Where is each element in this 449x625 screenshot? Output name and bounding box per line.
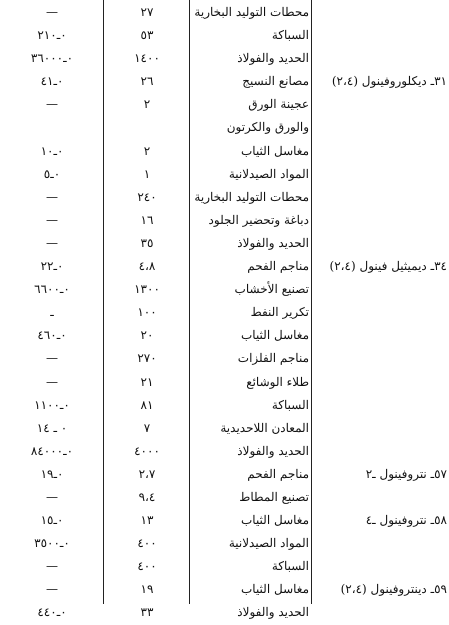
compound-cell <box>313 186 449 209</box>
table-row <box>0 278 449 301</box>
range-cell: — <box>46 189 58 204</box>
industry-cell: طلاء الوشائع <box>246 374 309 389</box>
compound-cell <box>313 24 449 47</box>
range-cell: ٠ـ٤٦٠ <box>37 328 67 343</box>
industry-cell: المعادن اللاحديدية <box>220 420 309 435</box>
industry-cell: السباكة <box>271 28 309 43</box>
value-cell: ١٩ <box>140 582 154 597</box>
value-cell: ٣٣ <box>140 605 154 620</box>
value-cell <box>106 116 188 139</box>
table-row <box>0 371 449 394</box>
table-row <box>0 209 449 232</box>
compound-cell <box>313 347 449 370</box>
table-row <box>0 555 449 578</box>
table-row <box>0 347 449 370</box>
value-cell: ٢٦ <box>140 74 154 89</box>
industry-cell: السباكة <box>271 397 309 412</box>
table-row <box>0 509 449 532</box>
compound-cell <box>313 209 449 232</box>
table-row <box>0 394 449 417</box>
industry-cell: تصنيع المطاط <box>239 489 309 504</box>
industry-cell: الحديد والفولاذ <box>237 605 309 620</box>
industry-cell: محطات التوليد البخارية <box>194 189 309 204</box>
range-cell: ٠ـ٢٢ <box>40 259 64 274</box>
range-cell: ٠ـ١٥ <box>40 513 64 528</box>
industry-cell: مغاسل الثياب <box>240 143 309 158</box>
compound-cell <box>313 371 449 394</box>
compound-cell <box>313 163 449 186</box>
value-cell: ٢ <box>143 97 151 112</box>
range-cell: — <box>46 5 58 19</box>
compound-cell <box>313 116 449 139</box>
range-cell: ٠ـ٨٤٠٠٠ <box>30 443 74 458</box>
compound-cell <box>313 555 449 578</box>
compound-cell <box>313 232 449 255</box>
value-cell: ٨١ <box>140 397 154 412</box>
compound-cell <box>313 278 449 301</box>
table-row <box>0 486 449 509</box>
industry-cell: مناجم الفحم <box>247 466 309 481</box>
industry-cell: محطات التوليد البخارية <box>194 5 309 19</box>
value-cell: ٤٠٠ <box>137 559 157 574</box>
industry-cell: مغاسل الثياب <box>240 328 309 343</box>
compound-cell <box>313 324 449 347</box>
range-cell: ـ <box>50 305 54 320</box>
value-cell: ١٦ <box>140 212 154 227</box>
data-table <box>0 1 449 625</box>
industry-cell: مغاسل الثياب <box>240 513 309 528</box>
range-cell: ٠ـ٦٦٠٠ <box>34 282 70 297</box>
table-row <box>0 417 449 440</box>
value-cell: ١٣٠٠ <box>134 282 160 297</box>
value-cell: ٩،٤ <box>138 489 156 504</box>
compound-cell <box>313 93 449 116</box>
industry-cell: الحديد والفولاذ <box>237 235 309 250</box>
table-row <box>0 70 449 93</box>
value-cell: ١٣ <box>140 513 154 528</box>
range-cell: ٠ـ٤٤٠ <box>37 605 67 620</box>
compound-cell <box>313 47 449 70</box>
table-row <box>0 116 449 139</box>
table-row <box>0 140 449 163</box>
compound-cell <box>313 301 449 324</box>
table-row <box>0 93 449 116</box>
range-cell: ٠ـ٢١٠ <box>37 28 67 43</box>
range-cell: — <box>46 582 58 597</box>
compound-cell: ٣١ـ ديكلوروفينول (٢،٤) <box>331 74 447 89</box>
industry-cell: مناجم الفحم <box>247 259 309 274</box>
compound-cell <box>313 486 449 509</box>
range-cell: — <box>46 489 58 504</box>
range-cell <box>4 116 100 139</box>
compound-cell <box>313 140 449 163</box>
industry-cell: تكرير النفط <box>250 305 309 320</box>
industry-cell: السباكة <box>271 559 309 574</box>
value-cell: ٥٣ <box>140 28 154 43</box>
range-cell: — <box>46 235 58 250</box>
value-cell: ٢٧ <box>140 5 154 19</box>
industry-cell: والورق والكرتون <box>226 120 309 135</box>
industry-cell: مغاسل الثياب <box>240 582 309 597</box>
range-cell: ٠ـ١١٠٠ <box>34 397 70 412</box>
compound-cell: ٥٩ـ دينتروفينول (٢،٤) <box>340 582 447 597</box>
value-cell: ٧ <box>143 420 151 435</box>
range-cell: ٠ـ٣٥٠٠ <box>34 536 70 551</box>
value-cell: ٣٥ <box>140 235 154 250</box>
table-row <box>0 301 449 324</box>
table-row <box>0 440 449 463</box>
table-row <box>0 255 449 278</box>
range-cell: ٠ـ٣٦٠٠٠ <box>30 51 74 66</box>
range-cell: — <box>46 351 58 366</box>
compound-cell <box>313 394 449 417</box>
table-row <box>0 24 449 47</box>
table-row <box>0 1 449 24</box>
value-cell: ٢ <box>143 143 151 158</box>
compound-cell <box>313 417 449 440</box>
range-cell: — <box>46 212 58 227</box>
compound-cell <box>313 440 449 463</box>
compound-cell <box>313 1 449 24</box>
table-row <box>0 47 449 70</box>
compound-cell <box>313 532 449 555</box>
range-cell: — <box>46 559 58 574</box>
table-row <box>0 532 449 555</box>
industry-cell: الحديد والفولاذ <box>237 51 309 66</box>
industry-cell: مناجم الفلزات <box>237 351 309 366</box>
range-cell: ٠ـ٥ <box>43 166 61 181</box>
industry-cell: المواد الصيدلانية <box>228 166 309 181</box>
table-row <box>0 324 449 347</box>
table-row <box>0 578 449 601</box>
table-row <box>0 163 449 186</box>
industry-cell: عجينة الورق <box>248 97 309 112</box>
value-cell: ١ <box>143 166 151 181</box>
range-cell: ٠ ـ ١٤ <box>36 420 68 435</box>
value-cell: ٢٧٠ <box>137 351 157 366</box>
compound-cell: ٥٨ـ نتروفينول ـ٤ <box>365 513 447 528</box>
compound-cell: ٣٤ـ ديميثيل فينول (٢،٤) <box>329 259 447 274</box>
table-row <box>0 186 449 209</box>
value-cell: ٤٠٠٠ <box>134 443 160 458</box>
value-cell: ٢٠ <box>140 328 154 343</box>
industry-cell: تصنيع الأخشاب <box>234 282 309 297</box>
industry-cell: مصانع النسيج <box>242 74 309 89</box>
range-cell: — <box>46 97 58 112</box>
compound-cell: ٥٧ـ نتروفينول ـ٢ <box>365 466 447 481</box>
table-row <box>0 463 449 486</box>
value-cell: ٤،٨ <box>138 259 156 274</box>
table-row <box>0 601 449 624</box>
industry-cell: المواد الصيدلانية <box>228 536 309 551</box>
range-cell: ٠ـ٤١ <box>40 74 64 89</box>
value-cell: ٢١ <box>140 374 154 389</box>
industry-cell: الحديد والفولاذ <box>237 443 309 458</box>
range-cell: ٠ـ١٩ <box>40 466 64 481</box>
table-row <box>0 232 449 255</box>
range-cell: ٠ـ١٠ <box>40 143 64 158</box>
value-cell: ١٠٠ <box>137 305 157 320</box>
range-cell: — <box>46 374 58 389</box>
value-cell: ٢،٧ <box>138 466 156 481</box>
industry-cell: دباغة وتحضير الجلود <box>208 212 309 227</box>
value-cell: ٢٤٠ <box>137 189 157 204</box>
compound-cell <box>313 601 449 624</box>
value-cell: ٤٠٠ <box>137 536 157 551</box>
value-cell: ١٤٠٠ <box>134 51 160 66</box>
